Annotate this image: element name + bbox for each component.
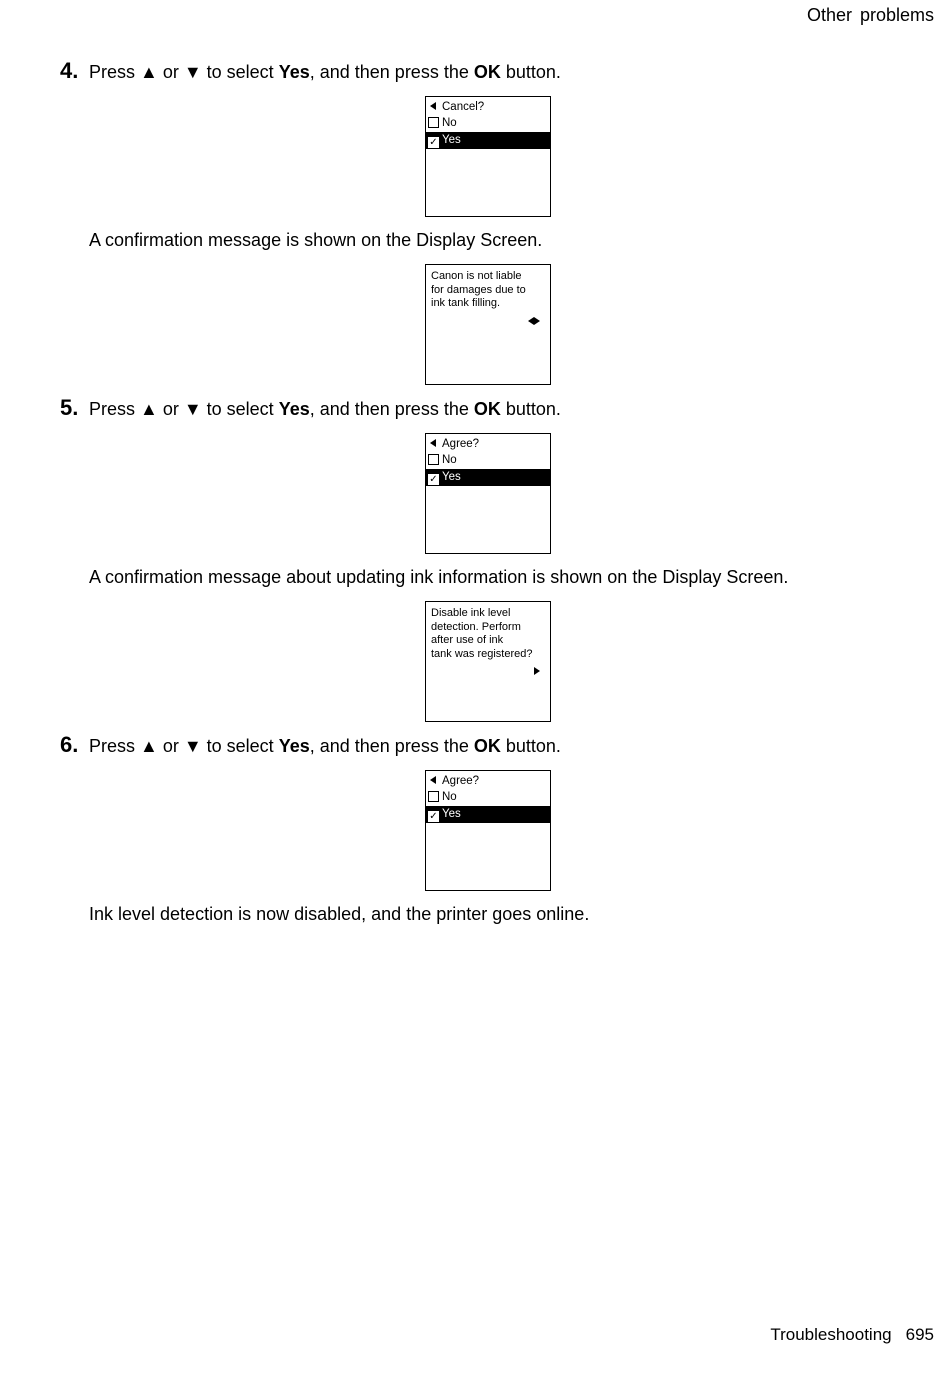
checkbox-empty-icon [428, 454, 439, 465]
checkbox-checked-icon: ✓ [429, 811, 438, 822]
display-screen-agree-1 [425, 433, 551, 554]
step-number: 6. [60, 732, 79, 757]
screen-message: Disable ink level detection. Perform after use of ink tank was registered? [431, 607, 533, 660]
option-no: No [426, 452, 550, 469]
step-text: Press ▲ or ▼ to select Yes, and then press the OK button. [89, 62, 561, 82]
option-yes-selected: ✓ Yes [426, 469, 550, 486]
step-6 [60, 732, 561, 758]
note-ink-information: A confirmation message about updating ink information is shown on the Display Screen. [89, 567, 789, 587]
page-footer [770, 1325, 934, 1345]
display-screen-agree-2 [425, 770, 551, 891]
left-right-arrows-icon [528, 317, 540, 328]
checkbox-empty-icon [428, 117, 439, 128]
step-text: Press ▲ or ▼ to select Yes, and then press the OK button. [89, 736, 561, 756]
checkbox-empty-icon [428, 791, 439, 802]
option-no: No [426, 789, 550, 806]
screen-title-row: Cancel? [426, 97, 550, 115]
note-confirmation-message: A confirmation message is shown on the Display Screen. [89, 230, 543, 250]
back-arrow-icon [430, 102, 436, 110]
display-screen-canon-notice [425, 264, 551, 385]
display-screen-disable-detection [425, 601, 551, 722]
back-arrow-icon [430, 776, 436, 784]
display-screen-cancel [425, 96, 551, 217]
option-yes-selected: ✓ Yes [426, 806, 550, 823]
screen-title-row: Agree? [426, 771, 550, 789]
step-number: 5. [60, 395, 79, 420]
option-yes-selected: ✓ Yes [426, 132, 550, 149]
step-text: Press ▲ or ▼ to select Yes, and then press the OK button. [89, 399, 561, 419]
checkbox-checked-icon: ✓ [429, 137, 438, 148]
checkbox-checked-icon: ✓ [429, 474, 438, 485]
right-arrow-icon [534, 667, 540, 678]
step-4 [60, 58, 561, 84]
screen-title-row: Agree? [426, 434, 550, 452]
footer-section: Troubleshooting [770, 1325, 892, 1344]
step-number: 4. [60, 58, 79, 83]
step-5 [60, 395, 561, 421]
running-header: Other problems [806, 5, 934, 25]
option-no: No [426, 115, 550, 132]
screen-message: Canon is not liable for damages due to ink tank filling. [431, 270, 526, 309]
page-number: 695 [905, 1325, 934, 1344]
note-detection-disabled: Ink level detection is now disabled, and the printer goes online. [89, 904, 590, 924]
back-arrow-icon [430, 439, 436, 447]
